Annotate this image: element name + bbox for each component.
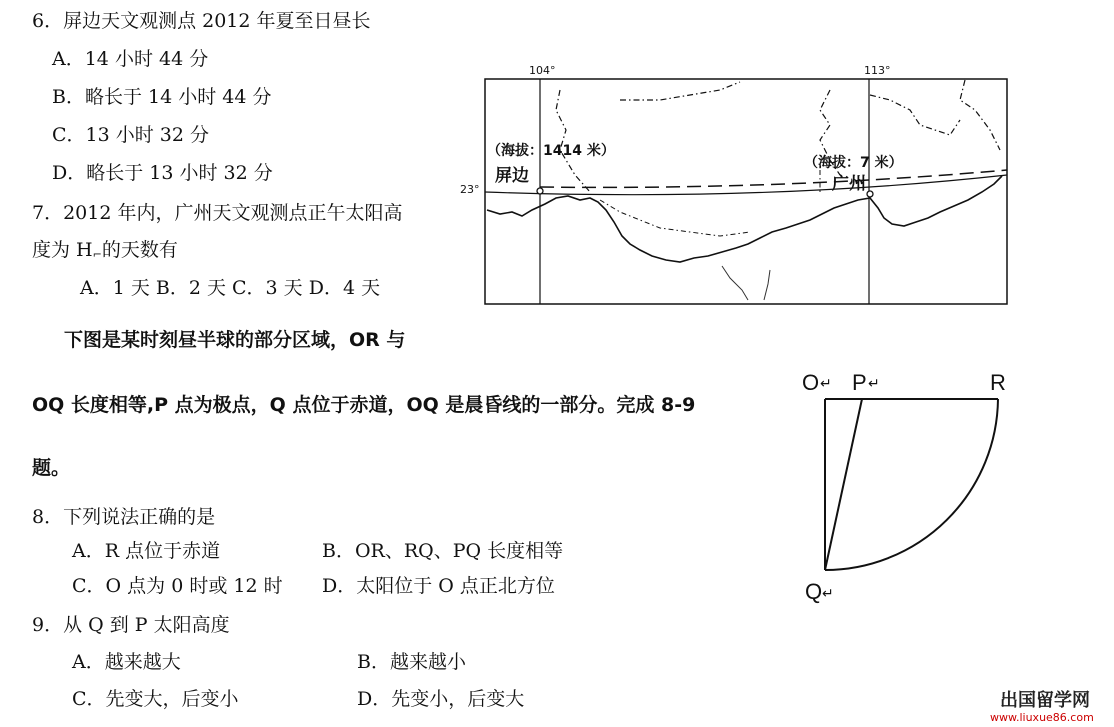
boundary-2: [620, 82, 740, 100]
return-mark: ↵: [820, 376, 832, 392]
map-figure: [460, 64, 1007, 304]
city-guangzhou: 广州: [832, 174, 866, 194]
q8-stem: 8．下列说法正确的是: [32, 506, 216, 528]
q7-stem-line2-tail: 的天数有: [101, 239, 178, 261]
q6-option-d: D．略长于 13 小时 32 分: [52, 162, 273, 184]
q6-option-a: A．14 小时 44 分: [52, 48, 209, 70]
q6-option-c: C．13 小时 32 分: [52, 124, 210, 146]
q8-option-a: A．R 点位于赤道: [72, 540, 221, 562]
watermark-name: 出国留学网: [1000, 690, 1090, 711]
q9-stem: 9．从 Q 到 P 太阳高度: [32, 614, 230, 636]
tropic-line: [485, 175, 1007, 195]
q6-option-b: B．略长于 14 小时 44 分: [52, 86, 272, 108]
return-mark: ↵: [822, 586, 834, 602]
segment-PQ: [825, 399, 862, 570]
label-R: R: [990, 370, 1006, 395]
q6-stem: 6．屏边天文观测点 2012 年夏至日昼长: [32, 10, 371, 32]
boundary-4: [870, 95, 960, 135]
boundary-5: [960, 80, 1000, 150]
coast-detail: [722, 266, 770, 300]
sector-figure: [802, 370, 1006, 604]
return-mark: ↵: [868, 376, 880, 392]
q9-option-b: B．越来越小: [357, 651, 466, 673]
q7-stem-line1: 7．2012 年内，广州天文观测点正午太阳高: [32, 202, 403, 224]
watermark: [990, 689, 1094, 724]
elevation-pingbian: （海拔：1414 米）: [487, 143, 615, 159]
q8-option-b: B．OR、RQ、PQ 长度相等: [322, 540, 564, 562]
boundary-6: [600, 200, 750, 236]
coastline: [487, 176, 1002, 262]
q8-option-d: D．太阳位于 O 点正北方位: [322, 575, 555, 597]
city-pingbian: 屏边: [495, 166, 529, 186]
label-P: P: [852, 370, 867, 395]
lon-label-left: 104°: [529, 64, 556, 77]
intro-line1: 下图是某时刻昼半球的部分区域，OR 与: [64, 329, 406, 351]
q9-option-c: C．先变大，后变小: [72, 688, 239, 710]
arc-RQ: [825, 399, 998, 570]
lon-label-right: 113°: [864, 64, 891, 77]
q9-option-a: A．越来越大: [72, 651, 181, 673]
label-O: O: [802, 370, 820, 395]
dashed-parallel: [540, 170, 1007, 187]
watermark-url: www.liuxue86.com: [990, 711, 1094, 724]
guangzhou-point: [867, 191, 873, 197]
label-Q: Q: [805, 579, 823, 604]
intro-line2: OQ 长度相等,P 点为极点，Q 点位于赤道，OQ 是晨昏线的一部分。完成 8-9: [32, 394, 696, 416]
map-frame: [485, 79, 1007, 304]
pingbian-point: [537, 188, 543, 194]
intro-line3: 题。: [32, 457, 71, 479]
q7-options: A．1 天 B．2 天 C．3 天 D．4 天: [80, 277, 381, 299]
boundary-1: [556, 90, 590, 192]
elevation-guangzhou: （海拔：7 米）: [804, 155, 903, 171]
q9-option-d: D．先变小，后变大: [357, 688, 525, 710]
q8-option-c: C．O 点为 0 时或 12 时: [72, 575, 283, 597]
subscript-mark: ⌐: [92, 248, 102, 261]
q7-stem-line2-text: 度为 H: [32, 239, 93, 261]
lat-label: 23°: [460, 183, 480, 196]
